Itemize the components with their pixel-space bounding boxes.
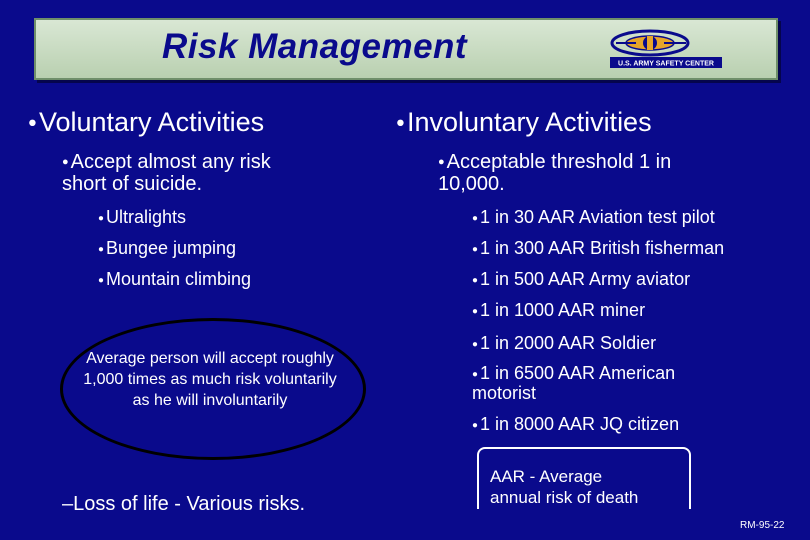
logo-text: U.S. ARMY SAFETY CENTER bbox=[618, 60, 714, 68]
slide-id: RM-95-22 bbox=[740, 520, 785, 531]
involuntary-example: ● 1 in 300 AAR British fisherman bbox=[472, 238, 725, 258]
voluntary-example: ● Ultralights bbox=[98, 207, 186, 227]
involuntary-subpoint: ● Acceptable threshold 1 in 10,000. bbox=[438, 151, 672, 196]
involuntary-example: ● 1 in 500 AAR Army aviator bbox=[472, 269, 691, 289]
voluntary-heading: ●Voluntary Activities bbox=[28, 107, 265, 137]
involuntary-example: ● 1 in 8000 AAR JQ citizen bbox=[472, 414, 680, 434]
callout-text: Average person will accept roughly 1,000 times as much risk voluntarily as he will involuntarily bbox=[83, 350, 337, 409]
involuntary-heading: ●Involuntary Activities bbox=[396, 107, 652, 137]
voluntary-example: ● Mountain climbing bbox=[98, 269, 252, 289]
involuntary-example: ● 1 in 6500 AAR American motorist bbox=[472, 363, 676, 403]
involuntary-example: ● 1 in 2000 AAR Soldier bbox=[472, 333, 657, 353]
loss-of-life-note: –Loss of life - Various risks. bbox=[62, 493, 306, 515]
involuntary-example: ● 1 in 30 AAR Aviation test pilot bbox=[472, 207, 715, 227]
army-safety-center-logo bbox=[606, 24, 726, 70]
aar-definition: AAR - Average annual risk of death bbox=[490, 467, 639, 507]
voluntary-example: ● Bungee jumping bbox=[98, 238, 237, 258]
voluntary-subpoint: ● Accept almost any risk short of suicide. bbox=[62, 151, 271, 196]
involuntary-example: ● 1 in 1000 AAR miner bbox=[472, 300, 646, 320]
page-title: Risk Management bbox=[162, 27, 468, 66]
